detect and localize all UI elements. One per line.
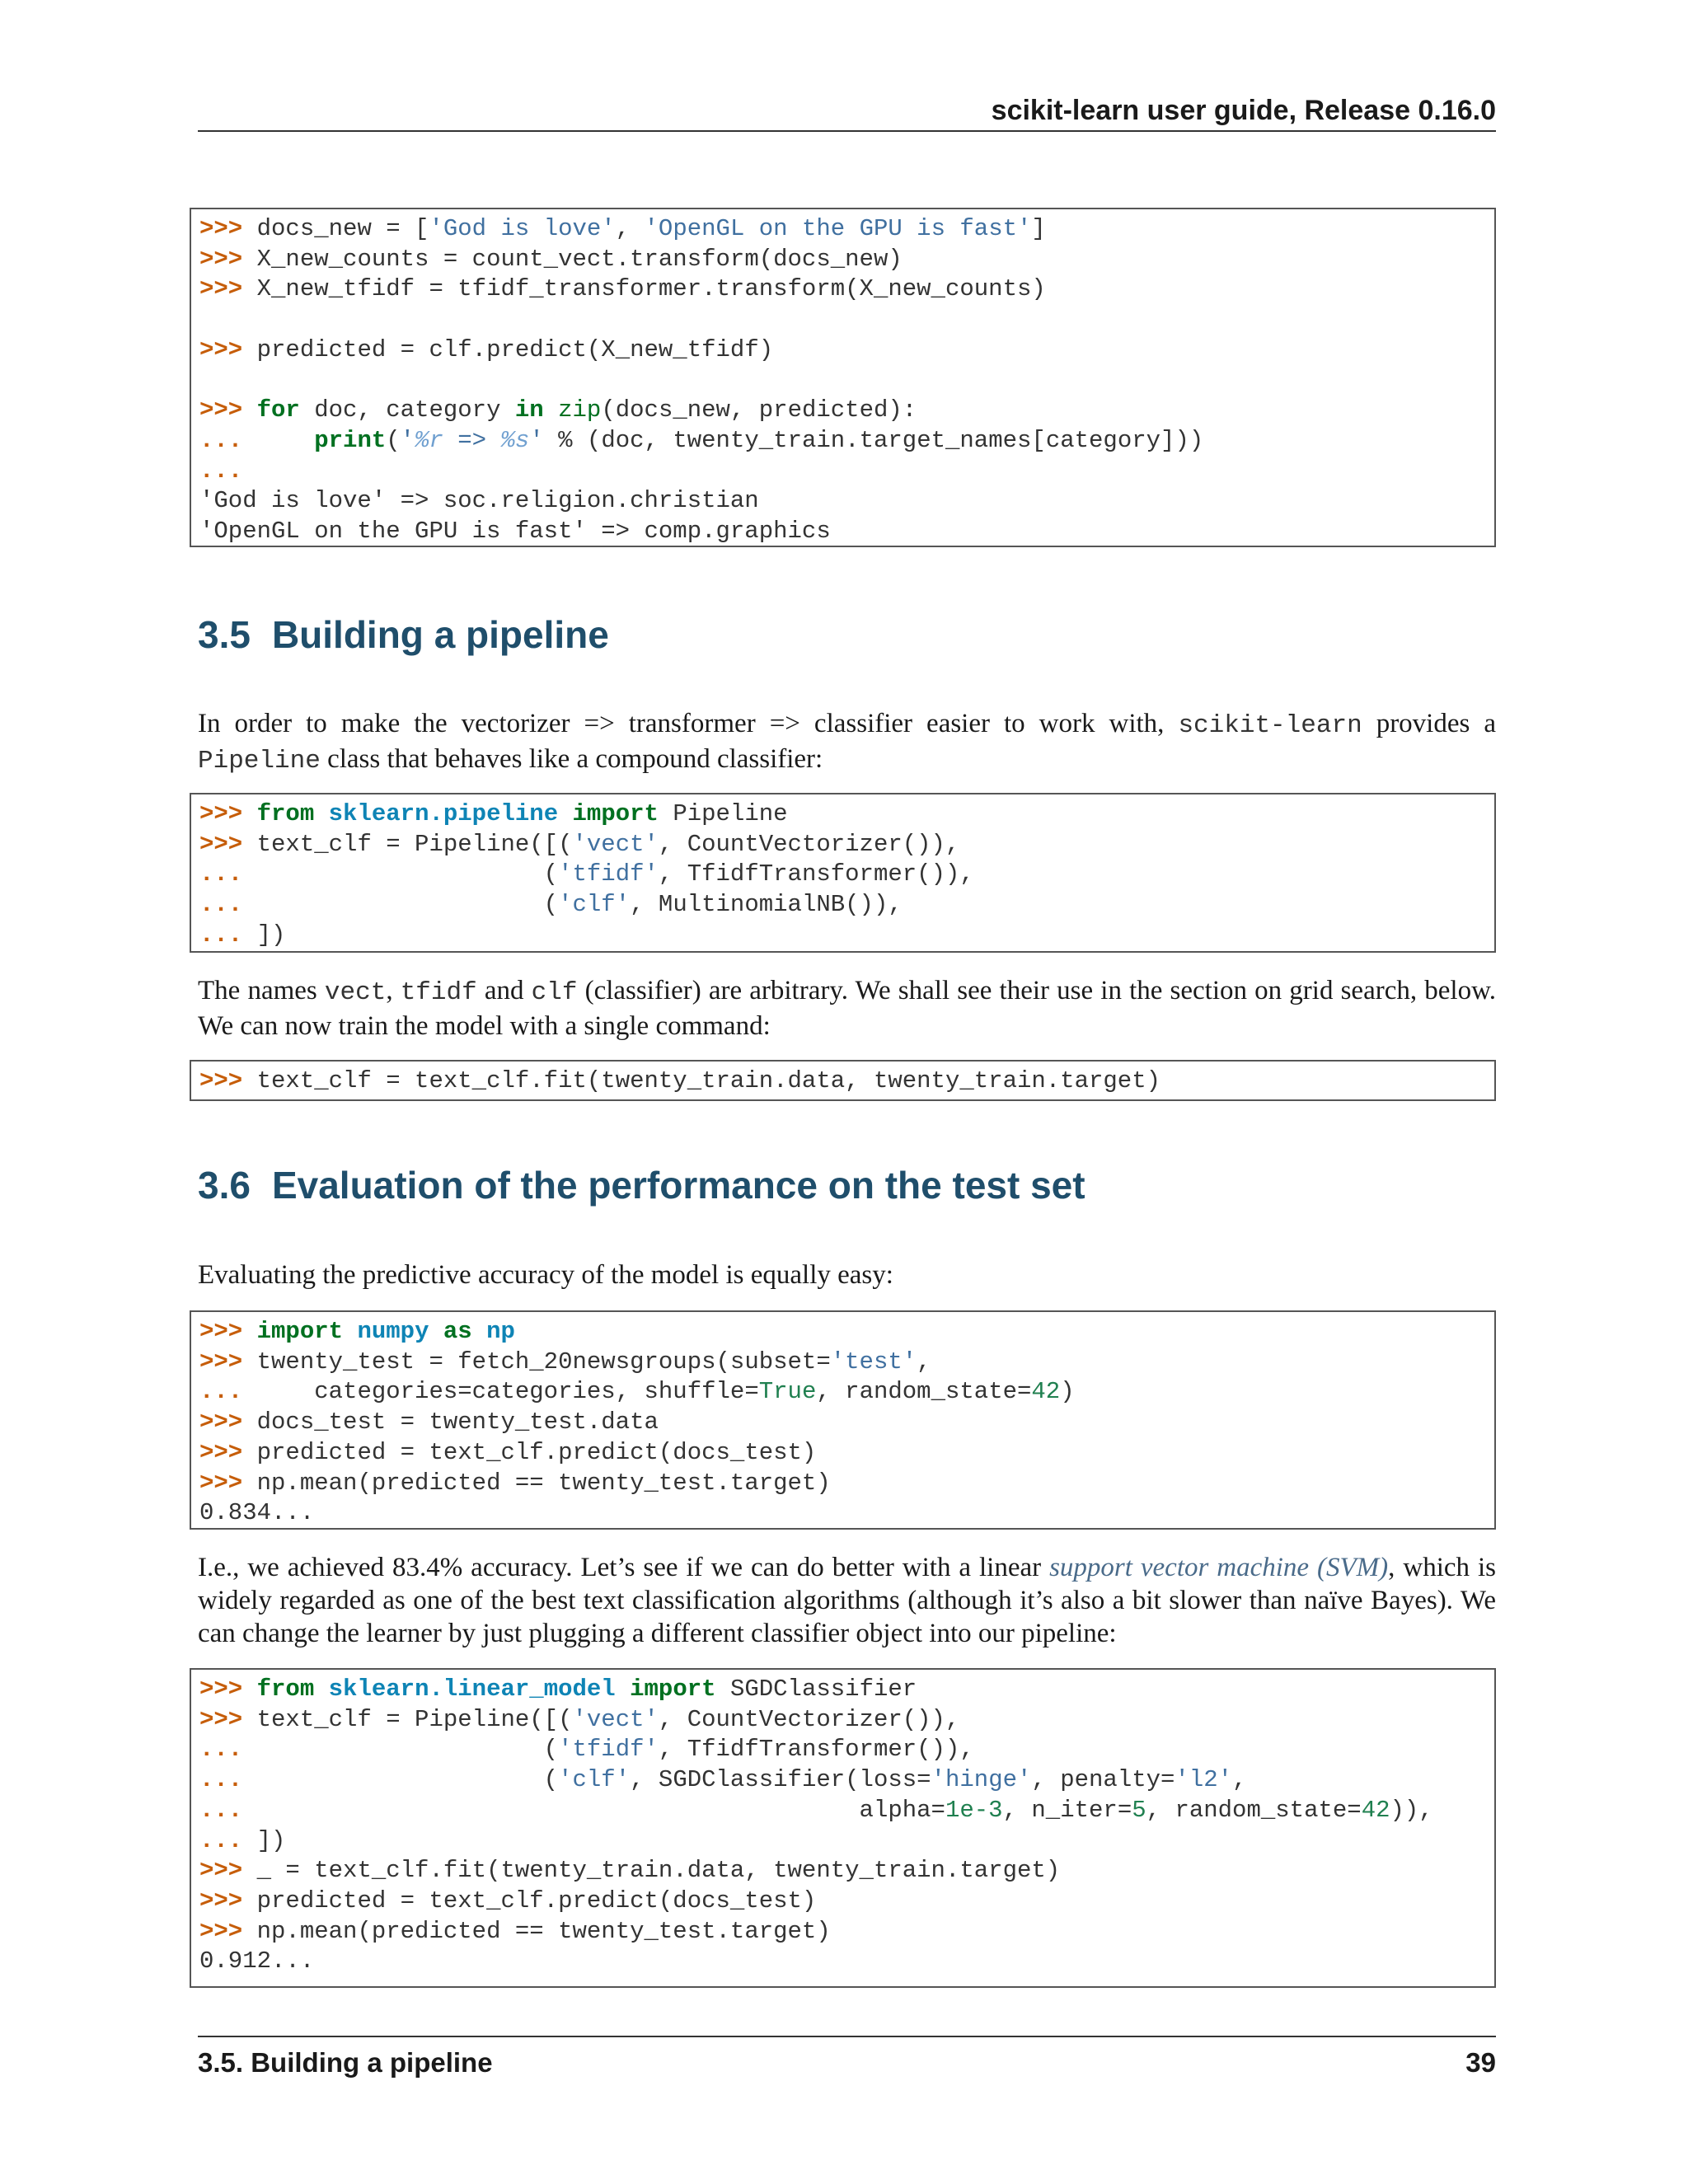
code-indent	[242, 427, 314, 454]
code-text: , CountVectorizer()),	[658, 1705, 960, 1733]
prompt: >>>	[199, 1857, 243, 1885]
code-text: X_new_counts = count_vect.transform(docs_new)	[242, 245, 903, 273]
section-heading-3-6	[198, 1162, 1085, 1208]
paragraph-pipeline-intro	[198, 707, 1496, 778]
code-block-pipeline	[190, 793, 1496, 953]
paragraph-evaluation-intro: Evaluating the predictive accuracy of the model is equally easy:	[198, 1260, 893, 1290]
code-block-evaluation	[190, 1310, 1496, 1530]
code-text: np.mean(predicted == twenty_test.target)	[242, 1469, 831, 1497]
code-text: text_clf = Pipeline([(	[242, 830, 573, 858]
prompt: ...	[199, 1796, 243, 1824]
prompt: >>>	[199, 830, 243, 858]
code-string: '	[400, 426, 415, 454]
code-string: 'OpenGL on the GPU is fast'	[644, 215, 1032, 242]
page-number: 39	[1465, 2047, 1496, 2078]
footer-rule	[198, 2036, 1496, 2037]
code-text: text_clf = Pipeline([(	[242, 1705, 573, 1733]
code-text: )	[1060, 1378, 1075, 1406]
text: I.e., we achieved 83.4% accuracy. Let’s see if we can do better with a linear	[198, 1553, 1050, 1582]
code-format: %r	[415, 426, 443, 454]
code-keyword: from	[256, 800, 315, 827]
prompt: >>>	[199, 1408, 243, 1436]
code-output: 'OpenGL on the GPU is fast' => comp.graphics	[199, 518, 831, 546]
code-text: , random_state=	[816, 1378, 1032, 1406]
code-text: , random_state=	[1146, 1796, 1362, 1824]
code-text: , MultinomialNB()),	[630, 891, 903, 919]
svm-link[interactable]: support vector machine (SVM)	[1049, 1553, 1389, 1582]
code-text: , penalty=	[1031, 1766, 1175, 1794]
code-text: , TfidfTransformer()),	[658, 860, 974, 888]
prompt: >>>	[199, 1917, 243, 1945]
inline-code: tfidf	[400, 978, 477, 1007]
code-string: 'l2'	[1175, 1766, 1233, 1794]
prompt: >>>	[199, 335, 243, 363]
page-header	[198, 91, 1496, 132]
code-text: ]	[1031, 215, 1046, 242]
code-text: text_clf = text_clf.fit(twenty_train.data, twenty_train.target)	[242, 1067, 1160, 1094]
prompt: ...	[199, 891, 243, 919]
code-text: (	[242, 1766, 559, 1794]
inline-code: scikit-learn	[1178, 711, 1362, 740]
code-text: predicted = text_clf.predict(docs_test)	[242, 1438, 817, 1466]
code-constant: True	[758, 1378, 817, 1406]
code-keyword: import	[572, 800, 659, 827]
code-text: (	[242, 860, 559, 888]
prompt: ...	[199, 1378, 243, 1406]
text: ,	[386, 976, 401, 1005]
text: provides a	[1362, 709, 1497, 738]
prompt: ...	[199, 860, 243, 888]
code-text: _ = text_clf.fit(twenty_train.data, twenty_train.target)	[242, 1857, 1061, 1885]
prompt: ...	[199, 426, 243, 454]
code-text: , TfidfTransformer()),	[658, 1736, 974, 1764]
inline-code: vect	[324, 978, 387, 1007]
code-text: SGDClassifier	[715, 1675, 917, 1703]
code-string: 'God is love'	[429, 215, 616, 242]
code-module: np	[486, 1318, 515, 1345]
prompt: >>>	[199, 1886, 243, 1915]
code-string: 'test'	[830, 1347, 917, 1376]
prompt: >>>	[199, 1318, 243, 1345]
code-number: 1e-3	[945, 1796, 1003, 1824]
code-string: 'vect'	[572, 830, 659, 858]
code-text: (	[242, 891, 559, 919]
code-block-predict	[190, 208, 1496, 547]
code-string: 'tfidf'	[558, 1736, 659, 1764]
code-text: predicted = clf.predict(X_new_tfidf)	[242, 335, 774, 363]
code-text: X_new_tfidf = tfidf_transformer.transform(X_new_counts)	[242, 275, 1046, 303]
code-keyword: from	[256, 1675, 315, 1703]
code-number: 42	[1031, 1378, 1061, 1406]
code-module: sklearn.pipeline	[328, 800, 559, 827]
code-string: =>	[443, 426, 501, 454]
paragraph-svm-intro	[198, 1551, 1496, 1650]
code-text: np.mean(predicted == twenty_test.target)	[242, 1917, 831, 1945]
code-keyword: as	[443, 1318, 472, 1345]
prompt: >>>	[199, 800, 243, 827]
prompt: >>>	[199, 1067, 243, 1094]
prompt: >>>	[199, 1705, 243, 1733]
code-string: 'hinge'	[931, 1766, 1032, 1794]
code-text: Pipeline	[658, 800, 788, 827]
text: class that behaves like a compound classifier:	[320, 744, 823, 774]
code-keyword: for	[256, 396, 300, 424]
code-keyword: import	[256, 1318, 344, 1345]
prompt: ...	[199, 921, 243, 949]
code-text: doc, category	[299, 396, 515, 424]
code-text	[544, 396, 558, 424]
inline-code: Pipeline	[198, 747, 321, 776]
code-string: 'clf'	[558, 891, 631, 919]
code-text: categories=categories, shuffle=	[242, 1378, 759, 1406]
footer-section: 3.5. Building a pipeline	[198, 2047, 493, 2078]
text: and	[476, 976, 532, 1005]
code-output: 'God is love' => soc.religion.christian	[199, 487, 759, 515]
code-keyword: in	[514, 396, 544, 424]
prompt: ...	[199, 1736, 243, 1764]
code-text: % (doc, twenty_train.target_names[category]))	[543, 426, 1204, 454]
text: In order to make the vectorizer => transformer => classifier easier to work with,	[198, 709, 1179, 738]
code-text: predicted = text_clf.predict(docs_test)	[242, 1886, 817, 1915]
prompt: >>>	[199, 396, 243, 424]
code-text: ,	[615, 215, 645, 242]
section-number: 3.6	[198, 1164, 251, 1207]
code-text: , SGDClassifier(loss=	[630, 1766, 931, 1794]
code-text: ])	[242, 921, 286, 949]
code-string: 'clf'	[558, 1766, 631, 1794]
code-text: (	[386, 426, 401, 454]
prompt: ...	[199, 457, 243, 485]
code-string: 'tfidf'	[558, 860, 659, 888]
code-string: 'vect'	[572, 1705, 659, 1733]
text: , which is widely regarded as one of the best text classification algorithms (although it’s also a bit slower than naïve Bayes). We can change the learner by just plugging a different classifier object into our pipeline:	[198, 1553, 1496, 1648]
code-text: ,	[1232, 1766, 1247, 1794]
prompt: ...	[199, 1766, 243, 1794]
code-keyword: import	[630, 1675, 716, 1703]
text: (classifier) are arbitrary. We shall see their use in the section on grid search, below. We can now train the model with a single command:	[198, 976, 1497, 1041]
code-text: ])	[242, 1826, 286, 1854]
text: The names	[198, 976, 325, 1005]
code-text: alpha=	[242, 1796, 945, 1824]
prompt: >>>	[199, 245, 243, 273]
section-heading-3-5	[198, 612, 609, 658]
section-number: 3.5	[198, 613, 251, 656]
prompt: >>>	[199, 1469, 243, 1497]
prompt: >>>	[199, 275, 243, 303]
code-output: 0.912...	[199, 1947, 315, 1975]
code-format: %s	[500, 426, 530, 454]
prompt: >>>	[199, 1347, 243, 1376]
code-string: '	[529, 426, 544, 454]
code-text: docs_new = [	[242, 215, 429, 242]
code-text: )),	[1390, 1796, 1433, 1824]
code-module: numpy	[357, 1318, 429, 1345]
code-text: (	[242, 1736, 559, 1764]
prompt: >>>	[199, 1438, 243, 1466]
section-title: Building a pipeline	[271, 613, 609, 656]
code-text: twenty_test = fetch_20newsgroups(subset=	[242, 1347, 831, 1376]
code-block-sgd	[190, 1668, 1496, 1988]
code-text: docs_test = twenty_test.data	[242, 1408, 659, 1436]
prompt: ...	[199, 1826, 243, 1854]
inline-code: clf	[531, 978, 578, 1007]
header-title: scikit-learn user guide, Release 0.16.0	[991, 95, 1496, 126]
code-text: ,	[917, 1347, 931, 1376]
code-module: sklearn.linear_model	[328, 1675, 616, 1703]
code-number: 42	[1361, 1796, 1390, 1824]
code-text: , n_iter=	[1002, 1796, 1132, 1824]
prompt: >>>	[199, 1675, 243, 1703]
section-title: Evaluation of the performance on the test set	[271, 1164, 1085, 1207]
code-builtin: zip	[558, 396, 602, 424]
paragraph-pipeline-names	[198, 974, 1496, 1043]
page-footer	[198, 2044, 1496, 2082]
code-block-fit	[190, 1060, 1496, 1101]
code-output: 0.834...	[199, 1499, 315, 1527]
code-number: 5	[1132, 1796, 1146, 1824]
code-text: (docs_new, predicted):	[601, 396, 917, 424]
code-text: , CountVectorizer()),	[658, 830, 960, 858]
prompt: >>>	[199, 215, 243, 242]
code-keyword: print	[314, 426, 387, 454]
